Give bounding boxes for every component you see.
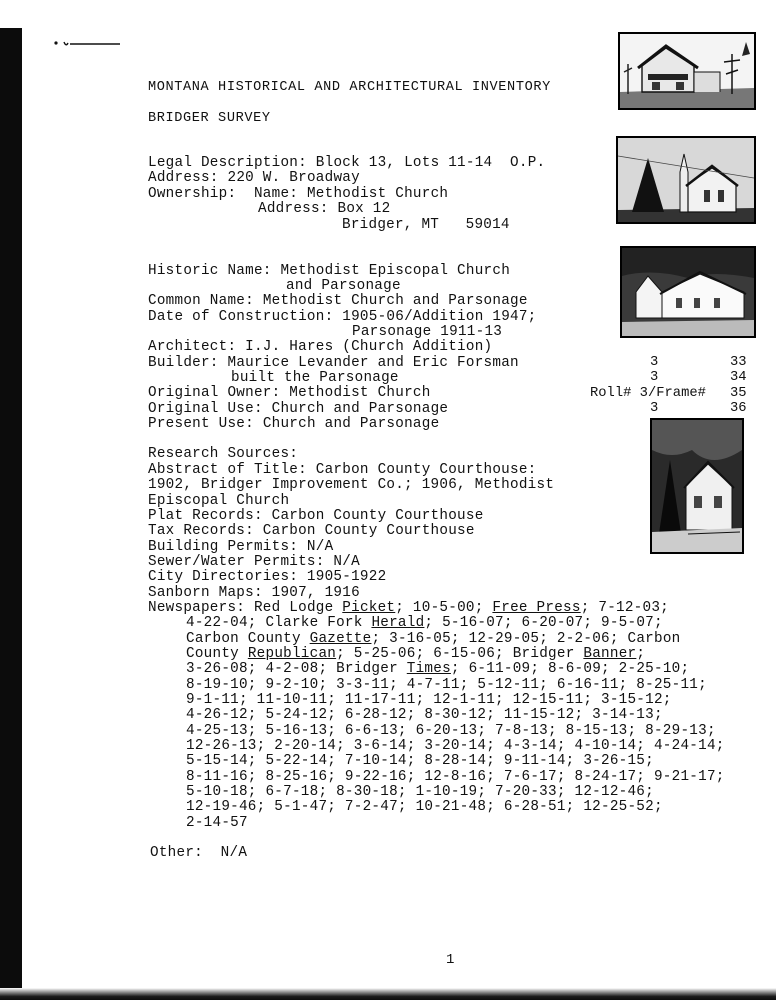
architect: Architect: I.J. Hares (Church Addition)	[148, 339, 493, 355]
original-owner: Original Owner: Methodist Church	[148, 385, 431, 401]
roll-number: 3	[650, 355, 659, 370]
newspaper-dates: 5-15-14; 5-22-14; 7-10-14; 8-28-14; 9-11-14; 3-26-15;	[186, 753, 654, 769]
scan-edge-bottom	[0, 988, 776, 1000]
newspaper-dates: 12-26-13; 2-20-14; 3-6-14; 3-20-14; 4-3-14; 4-10-14; 4-24-14;	[186, 738, 725, 754]
inventory-title: MONTANA HISTORICAL AND ARCHITECTURAL INVENTORY	[148, 80, 551, 95]
newspaper-dates: 4-25-13; 5-16-13; 6-6-13; 6-20-13; 7-8-13; 8-15-13; 8-29-13;	[186, 723, 716, 739]
tax-records: Tax Records: Carbon County Courthouse	[148, 523, 475, 539]
house-photo	[618, 32, 756, 110]
construction-date: Date of Construction: 1905-06/Addition 1947;	[148, 309, 537, 325]
newspaper-dates: 8-11-16; 8-25-16; 9-22-16; 12-8-16; 7-6-17; 8-24-17; 9-21-17;	[186, 769, 725, 785]
newspapers-line-1: Newspapers: Red Lodge Picket; 10-5-00; Free Press; 7-12-03;	[148, 600, 669, 616]
newspaper-dates: 4-26-12; 5-24-12; 6-28-12; 8-30-12; 11-15-12; 3-14-13;	[186, 707, 663, 723]
church-side-photo	[620, 246, 756, 338]
historic-name: Historic Name: Methodist Episcopal Church	[148, 263, 511, 279]
ownership-line: Ownership: Name: Methodist Church	[148, 186, 449, 202]
owner-address: Address: Box 12	[258, 201, 391, 217]
research-heading: Research Sources:	[148, 446, 299, 462]
parsonage-photo	[650, 418, 744, 554]
abstract-line-1: Abstract of Title: Carbon County Courthouse:	[148, 462, 537, 478]
frame-number: 33	[730, 355, 747, 370]
frame-number: 34	[730, 370, 747, 385]
newspapers-line-3: Carbon County Gazette; 3-16-05; 12-29-05; 2-2-06; Carbon	[186, 631, 681, 647]
builder-cont: built the Parsonage	[231, 370, 399, 386]
roll-frame-label: Roll# 3/Frame#	[590, 386, 706, 401]
sewer-permits: Sewer/Water Permits: N/A	[148, 554, 360, 570]
abstract-line-2: 1902, Bridger Improvement Co.; 1906, Methodist	[148, 477, 555, 493]
page-number: 1	[446, 952, 455, 968]
historic-name-cont: and Parsonage	[286, 278, 401, 294]
builder: Builder: Maurice Levander and Eric Forsman	[148, 355, 519, 371]
building-permits: Building Permits: N/A	[148, 539, 334, 555]
construction-date-cont: Parsonage 1911-13	[352, 324, 503, 340]
roll-number: 3	[650, 401, 659, 416]
survey-name: BRIDGER SURVEY	[148, 111, 271, 126]
city-directories: City Directories: 1905-1922	[148, 569, 387, 585]
plat-records: Plat Records: Carbon County Courthouse	[148, 508, 484, 524]
other-sources: Other: N/A	[150, 845, 248, 861]
original-use: Original Use: Church and Parsonage	[148, 401, 449, 417]
legal-description: Legal Description: Block 13, Lots 11-14 O.P.	[148, 155, 546, 171]
newspaper-dates: 2-14-57	[186, 815, 248, 831]
newspaper-dates: 12-19-46; 5-1-47; 7-2-47; 10-21-48; 6-28-51; 12-25-52;	[186, 799, 663, 815]
newspaper-dates: 5-10-18; 6-7-18; 8-30-18; 1-10-19; 7-20-33; 12-12-46;	[186, 784, 654, 800]
church-photo	[616, 136, 756, 224]
newspapers-line-2: 4-22-04; Clarke Fork Herald; 5-16-07; 6-20-07; 9-5-07;	[186, 615, 663, 631]
address-line: Address: 220 W. Broadway	[148, 170, 360, 186]
abstract-line-3: Episcopal Church	[148, 493, 290, 509]
newspapers-line-4: County Republican; 5-25-06; 6-15-06; Bridger Banner;	[186, 646, 646, 662]
newspaper-dates: 8-19-10; 9-2-10; 3-3-11; 4-7-11; 5-12-11; 6-16-11; 8-25-11;	[186, 677, 707, 693]
common-name: Common Name: Methodist Church and Parsonage	[148, 293, 528, 309]
sanborn-maps: Sanborn Maps: 1907, 1916	[148, 585, 360, 601]
frame-number: 36	[730, 401, 747, 416]
newspapers-line-5: 3-26-08; 4-2-08; Bridger Times; 6-11-09; 8-6-09; 2-25-10;	[186, 661, 690, 677]
frame-number: 35	[730, 386, 747, 401]
present-use: Present Use: Church and Parsonage	[148, 416, 440, 432]
roll-number: 3	[650, 370, 659, 385]
pen-mark	[52, 38, 122, 50]
scan-edge-left	[0, 28, 22, 1000]
owner-city: Bridger, MT 59014	[342, 217, 510, 233]
newspaper-dates: 9-1-11; 11-10-11; 11-17-11; 12-1-11; 12-15-11; 3-15-12;	[186, 692, 672, 708]
